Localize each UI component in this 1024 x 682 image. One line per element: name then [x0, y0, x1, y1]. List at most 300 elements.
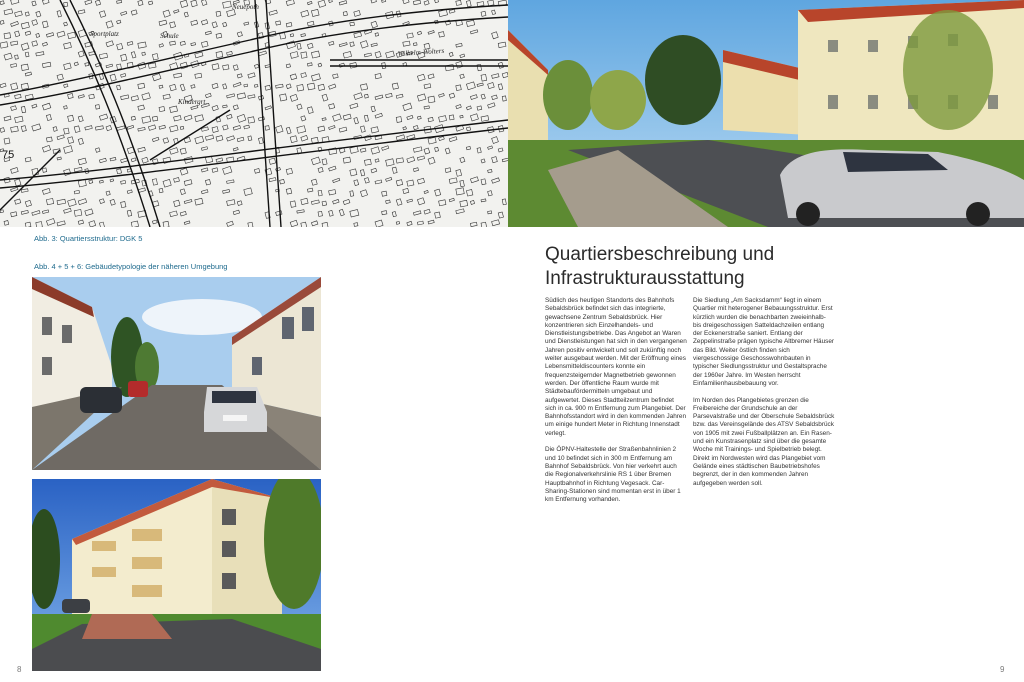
map-building-block	[276, 168, 281, 172]
photo-apartment-building	[32, 479, 321, 671]
map-building-block	[248, 95, 255, 99]
map-building-block	[481, 94, 485, 99]
map-building-block	[301, 222, 307, 227]
map-building-block	[280, 94, 287, 101]
map-building-block	[311, 157, 320, 165]
map-label-kindergarten: Kindergrt.	[178, 98, 208, 106]
map-building-block	[180, 84, 185, 91]
map-building-block	[216, 158, 223, 162]
map-building-block	[481, 11, 486, 16]
map-building-block	[4, 9, 13, 15]
map-building-block	[64, 63, 72, 70]
map-building-block	[244, 125, 250, 129]
map-building-block	[174, 200, 180, 207]
map-building-block	[435, 212, 441, 218]
map-building-block	[360, 190, 367, 197]
map-building-block	[470, 114, 478, 121]
map-building-block	[350, 191, 354, 197]
map-building-block	[290, 201, 296, 208]
paragraph: Südlich des heutigen Standorts des Bahnhofs Sebaldsbrück befindet sich das integrierte, gewachsene Zentrum Sebaldsbrück. Hier konzentrieren sich Einzelhandels- und Dienstleistungsbetriebe. Das Angebot an Waren und Dienstleistungen hat sich in den vergangenen Jahren positiv entwickelt und soll zukünftig noch weiter ausgebaut werden. Mit der Eröffnung eines Lebensmitteldiscounters konnte ein frequenzsteigernder Magnetbetrieb gewonnen werden. Der öffentliche Raum wurde mit Städtebaufördermitteln umgebaut und aufgewertet. Dieses Stadtteilzentrum befindet sich in ca. 900 m Entfernung zum Plangebiet. Der Bahnhofsstandort wird in den kommenden Jahren um einige hundert Meter in Richtung Innenstadt verlegt.	[545, 297, 687, 437]
map-building-block	[89, 221, 96, 227]
map-building-block	[131, 116, 135, 120]
map-building-block	[481, 222, 487, 227]
map-building-block	[180, 41, 185, 45]
map-building-block	[15, 199, 21, 204]
map-building-block	[233, 82, 241, 87]
map-building-block	[201, 168, 208, 172]
map-building-block	[117, 169, 122, 174]
map-building-block	[258, 51, 266, 56]
map-building-block	[170, 22, 176, 28]
map-building-block	[170, 106, 178, 112]
map-building-block	[53, 127, 57, 132]
map-building-block	[227, 94, 235, 98]
map-building-block	[354, 180, 359, 186]
map-building-block	[354, 32, 362, 38]
map-dgk5	[0, 0, 508, 227]
map-building-block	[439, 116, 447, 122]
map-building-block	[407, 157, 415, 163]
map-building-block	[195, 115, 204, 122]
map-building-block	[0, 128, 5, 133]
map-building-block	[110, 157, 116, 161]
map-building-block	[42, 0, 49, 4]
map-building-block	[375, 113, 382, 118]
map-building-block	[456, 43, 462, 47]
map-building-block	[78, 199, 86, 205]
map-building-block	[343, 114, 351, 120]
map-building-block	[42, 21, 48, 28]
map-building-block	[407, 33, 414, 38]
map-building-block	[413, 0, 420, 5]
map-building-block	[492, 95, 498, 100]
map-building-block	[237, 201, 242, 206]
map-building-block	[286, 0, 294, 6]
map-building-block	[121, 201, 126, 207]
map-building-block	[15, 179, 21, 186]
map-building-block	[428, 157, 435, 164]
map-building-block	[339, 127, 347, 132]
map-building-block	[148, 1, 152, 5]
map-building-block	[417, 116, 421, 119]
map-building-block	[417, 74, 425, 81]
map-building-block	[265, 106, 271, 110]
map-building-block	[170, 211, 178, 217]
map-label-schule: Schule	[160, 32, 179, 40]
map-building-block	[99, 199, 104, 204]
map-building-block	[498, 148, 503, 152]
map-building-block	[492, 10, 496, 15]
map-building-block	[227, 136, 235, 141]
map-building-block	[276, 211, 282, 216]
map-building-block	[386, 93, 393, 97]
map-building-block	[492, 137, 499, 144]
map-building-block	[174, 73, 182, 78]
map-building-block	[142, 93, 151, 100]
map-building-block	[396, 94, 403, 98]
map-building-block	[32, 124, 41, 131]
map-building-block	[89, 180, 93, 184]
map-building-block	[78, 158, 86, 165]
map-building-block	[15, 55, 19, 59]
map-building-block	[350, 103, 358, 108]
map-building-block	[470, 177, 478, 183]
map-building-block	[258, 138, 263, 144]
map-building-block	[375, 159, 379, 162]
map-building-block	[64, 2, 68, 6]
map-building-block	[184, 115, 192, 121]
map-building-block	[152, 74, 161, 81]
map-building-block	[42, 62, 50, 67]
map-building-block	[131, 96, 138, 101]
map-building-block	[89, 94, 95, 99]
map-building-block	[244, 22, 249, 25]
map-building-block	[311, 51, 319, 58]
map-building-block	[360, 84, 367, 90]
map-building-block	[21, 43, 29, 50]
map-building-block	[498, 84, 503, 90]
map-building-block	[350, 209, 359, 217]
map-building-block	[386, 51, 395, 58]
map-building-block	[343, 52, 351, 59]
map-building-block	[290, 136, 297, 143]
map-building-block	[68, 199, 77, 207]
map-building-block	[57, 31, 65, 37]
map-building-block	[333, 114, 342, 121]
map-building-block	[301, 198, 308, 204]
map-building-block	[364, 178, 369, 184]
photo-street-overview	[508, 0, 1024, 227]
map-building-block	[201, 0, 207, 6]
map-building-block	[68, 115, 74, 121]
section-heading	[545, 243, 774, 291]
map-building-block	[428, 30, 434, 34]
map-building-block	[354, 117, 359, 123]
map-building-block	[354, 223, 358, 227]
map-building-block	[318, 190, 322, 196]
map-building-block	[456, 209, 465, 214]
map-building-block	[74, 167, 82, 171]
map-building-block	[248, 117, 255, 123]
map-building-block	[78, 220, 83, 224]
map-building-block	[460, 200, 468, 207]
map-building-block	[386, 200, 391, 204]
map-building-block	[180, 211, 186, 216]
map-building-block	[106, 64, 113, 68]
map-building-block	[170, 148, 179, 155]
map-building-block	[216, 51, 223, 57]
map-building-block	[148, 125, 155, 130]
map-building-block	[138, 127, 145, 131]
map-building-block	[449, 93, 455, 98]
map-building-block	[286, 64, 290, 68]
map-building-block	[233, 126, 240, 131]
map-building-block	[68, 32, 76, 39]
map-building-block	[322, 118, 326, 121]
map-building-block	[439, 10, 448, 17]
map-building-block	[488, 0, 494, 6]
map-building-block	[57, 11, 61, 17]
map-building-block	[64, 22, 68, 26]
map-building-block	[290, 220, 298, 226]
map-building-block	[364, 159, 371, 165]
map-building-block	[227, 200, 235, 206]
map-building-block	[322, 159, 327, 165]
map-building-block	[498, 212, 503, 218]
map-building-block	[15, 11, 23, 17]
map-building-block	[456, 105, 462, 109]
map-building-block	[32, 1, 36, 6]
map-building-block	[216, 11, 221, 16]
map-building-block	[180, 189, 185, 195]
heading-line-1: Quartiersbeschreibung und	[545, 244, 775, 265]
map-building-block	[85, 126, 92, 130]
map-building-block	[244, 188, 252, 196]
map-building-block	[36, 33, 40, 37]
map-building-block	[131, 158, 136, 162]
map-building-block	[99, 114, 107, 120]
map-building-block	[280, 179, 285, 184]
map-building-block	[148, 63, 156, 68]
map-building-block	[477, 106, 482, 110]
map-building-block	[205, 135, 213, 140]
map-building-block	[201, 147, 207, 151]
map-building-block	[445, 148, 450, 154]
map-building-block	[456, 169, 462, 176]
map-building-block	[21, 83, 28, 89]
map-building-block	[492, 157, 498, 163]
map-building-block	[174, 178, 180, 183]
map-building-block	[36, 222, 43, 227]
map-building-block	[46, 33, 53, 38]
map-building-block	[57, 157, 61, 160]
map-building-block	[248, 73, 255, 78]
photo-cobblestone-street	[32, 277, 321, 470]
map-building-block	[64, 84, 68, 88]
map-label-neuepoth: Neuepoth	[232, 3, 259, 11]
map-building-block	[386, 177, 392, 181]
map-building-block	[121, 54, 127, 61]
map-building-block	[413, 168, 418, 172]
map-building-block	[25, 31, 31, 35]
map-building-block	[492, 220, 500, 226]
map-building-block	[99, 180, 103, 183]
map-building-block	[152, 137, 159, 141]
map-building-block	[85, 209, 93, 216]
map-building-block	[371, 21, 377, 28]
map-building-block	[481, 159, 485, 163]
map-building-block	[117, 64, 122, 69]
map-building-block	[449, 178, 457, 184]
map-building-block	[191, 106, 198, 110]
map-building-block	[152, 220, 157, 224]
map-building-block	[227, 180, 235, 184]
map-building-block	[470, 95, 477, 100]
map-building-block	[492, 178, 500, 183]
map-building-block	[4, 53, 12, 60]
map-building-block	[42, 42, 47, 46]
map-building-block	[318, 0, 326, 7]
map-building-block	[42, 188, 50, 194]
map-building-block	[311, 200, 319, 205]
map-building-block	[195, 198, 203, 205]
caption-fig456: Abb. 4 + 5 + 6: Gebäudetypologie der näheren Umgebung	[34, 262, 228, 271]
map-building-block	[74, 209, 82, 216]
map-building-block	[424, 209, 430, 214]
map-building-block	[460, 115, 463, 118]
map-building-block	[481, 179, 486, 185]
map-building-block	[417, 221, 423, 225]
map-building-block	[413, 43, 417, 46]
map-building-block	[322, 222, 328, 227]
map-building-block	[488, 211, 492, 214]
map-building-block	[223, 125, 229, 130]
map-building-block	[36, 11, 41, 17]
map-building-block	[74, 126, 80, 133]
map-building-block	[170, 125, 178, 132]
map-building-block	[0, 83, 6, 88]
map-building-block	[163, 94, 170, 99]
map-building-block	[212, 168, 218, 173]
map-building-block	[57, 135, 64, 140]
map-building-block	[21, 189, 28, 193]
map-building-block	[297, 104, 302, 110]
map-building-block	[502, 199, 506, 205]
map-building-block	[382, 146, 389, 151]
map-building-block	[46, 198, 53, 204]
map-building-block	[11, 106, 17, 111]
map-building-block	[396, 117, 402, 123]
map-building-block	[159, 44, 164, 48]
map-building-block	[371, 106, 375, 112]
map-building-block	[36, 52, 44, 56]
map-building-block	[42, 168, 46, 172]
map-building-block	[318, 126, 325, 131]
map-building-block	[318, 84, 325, 90]
map-building-block	[32, 104, 37, 108]
map-building-block	[21, 126, 26, 132]
map-building-block	[163, 179, 171, 187]
map-building-block	[95, 148, 100, 153]
map-building-block	[329, 166, 336, 171]
map-building-block	[223, 65, 229, 70]
map-building-block	[449, 198, 454, 201]
map-building-block	[375, 33, 379, 36]
map-building-block	[254, 169, 259, 174]
map-building-block	[85, 63, 89, 66]
map-building-block	[184, 199, 192, 203]
map-building-block	[138, 0, 143, 5]
map-building-block	[11, 126, 19, 132]
map-building-block	[223, 166, 232, 174]
map-building-block	[223, 22, 227, 26]
map-building-block	[290, 52, 298, 59]
map-building-block	[481, 199, 486, 202]
map-building-block	[343, 157, 350, 163]
map-building-block	[333, 199, 339, 204]
map-building-block	[106, 41, 113, 47]
map-building-block	[301, 34, 306, 37]
map-building-block	[21, 106, 26, 112]
map-building-block	[142, 116, 151, 123]
map-building-block	[350, 169, 357, 176]
map-building-block	[127, 210, 132, 216]
map-building-block	[248, 222, 253, 227]
map-building-block	[481, 74, 487, 81]
map-building-block	[184, 180, 192, 186]
map-building-block	[460, 54, 465, 58]
map-building-block	[163, 221, 169, 227]
map-building-block	[435, 189, 441, 196]
map-building-block	[290, 74, 297, 80]
map-building-block	[237, 114, 246, 122]
map-building-block	[174, 10, 179, 14]
map-building-block	[477, 64, 482, 70]
map-building-block	[403, 0, 409, 4]
map-building-block	[392, 211, 396, 216]
map-building-block	[227, 221, 234, 226]
map-building-block	[78, 138, 83, 144]
map-building-block	[371, 0, 376, 3]
map-building-block	[117, 126, 125, 131]
map-building-block	[11, 212, 17, 217]
map-building-block	[318, 63, 322, 67]
map-building-block	[488, 169, 493, 172]
map-building-block	[445, 168, 451, 173]
map-building-block	[159, 106, 165, 111]
map-label-street: Wilhelm-Wolters	[397, 46, 445, 58]
map-building-block	[396, 221, 399, 224]
map-building-block	[488, 191, 493, 196]
map-building-block	[375, 51, 381, 57]
map-building-block	[68, 94, 74, 99]
map-building-block	[428, 96, 435, 103]
map-building-block	[413, 147, 422, 152]
map-building-block	[329, 0, 333, 3]
map-building-block	[488, 146, 493, 150]
map-building-block	[32, 210, 40, 215]
map-building-block	[466, 146, 470, 149]
map-building-block	[201, 41, 208, 47]
map-building-block	[466, 20, 474, 26]
map-building-block	[403, 103, 412, 111]
map-building-block	[227, 114, 233, 119]
map-building-block	[364, 115, 368, 121]
map-building-block	[417, 31, 421, 34]
map-building-block	[212, 83, 218, 88]
map-building-block	[11, 21, 19, 26]
map-building-block	[329, 125, 336, 129]
map-building-block	[25, 72, 31, 76]
map-building-block	[343, 11, 347, 15]
map-building-block	[152, 54, 158, 60]
map-building-block	[191, 0, 197, 7]
map-building-block	[311, 221, 318, 226]
map-building-block	[127, 41, 133, 45]
map-building-block	[95, 105, 99, 110]
map-building-block	[307, 43, 313, 48]
map-building-block	[339, 1, 347, 5]
map-building-block	[121, 74, 126, 78]
map-building-block	[180, 126, 184, 129]
map-building-block	[371, 168, 377, 173]
map-building-block	[382, 0, 386, 2]
map-building-block	[424, 106, 429, 109]
map-building-block	[15, 94, 22, 99]
map-building-block	[11, 168, 19, 174]
map-building-block	[301, 52, 307, 58]
map-building-block	[439, 136, 445, 140]
